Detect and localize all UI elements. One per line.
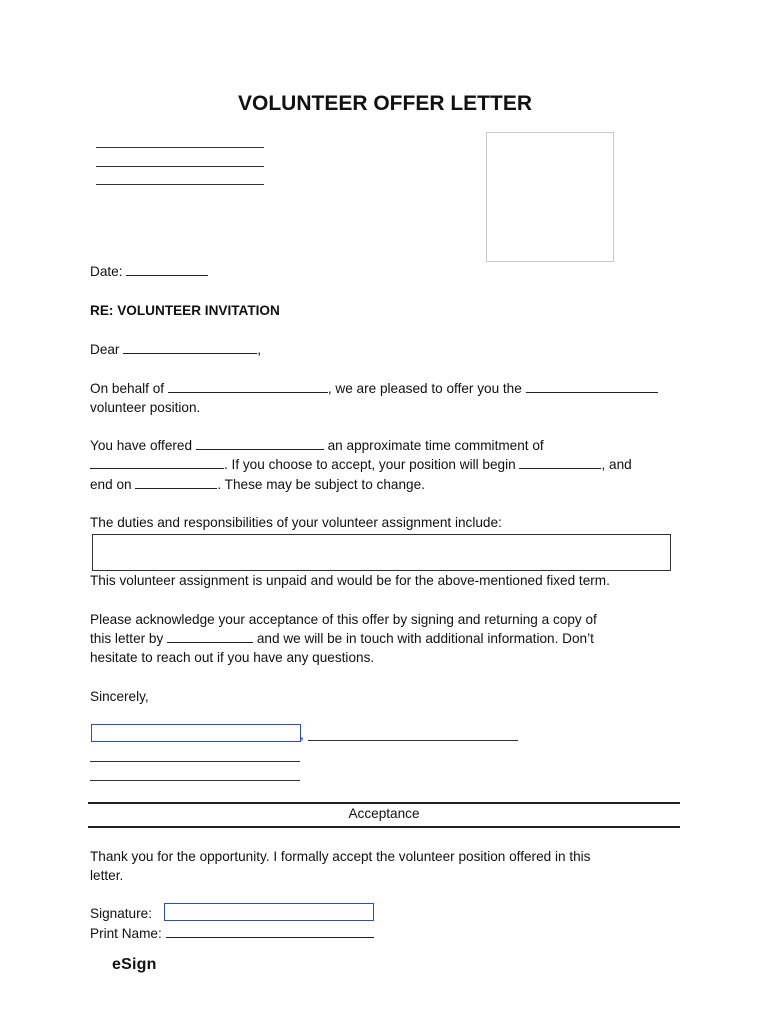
recipient-name-blank[interactable] bbox=[123, 341, 257, 354]
paragraph-offer-line-1 bbox=[90, 379, 658, 399]
p1-text-a: On behalf of bbox=[90, 381, 165, 396]
p2-text-e: end on bbox=[90, 477, 132, 492]
time-commitment-blank[interactable] bbox=[90, 456, 224, 469]
print-name-blank[interactable] bbox=[166, 925, 374, 938]
offered-blank[interactable] bbox=[196, 437, 324, 450]
print-name-label: Print Name: bbox=[90, 926, 162, 941]
duties-intro: The duties and responsibilities of your volunteer assignment include: bbox=[90, 515, 502, 530]
esign-logo bbox=[112, 956, 157, 974]
sender-org-line[interactable] bbox=[90, 780, 300, 781]
unpaid-statement: This volunteer assignment is unpaid and would be for the above-mentioned fixed term. bbox=[90, 573, 610, 588]
paragraph-time-line-2 bbox=[90, 455, 632, 475]
sender-address-line-1[interactable] bbox=[96, 147, 264, 148]
start-date-blank[interactable] bbox=[519, 456, 601, 469]
sender-address-line-2[interactable] bbox=[96, 166, 264, 167]
signature-comma: , bbox=[300, 727, 304, 742]
re-line: RE: VOLUNTEER INVITATION bbox=[90, 303, 280, 318]
paragraph-time-line-3 bbox=[90, 475, 425, 495]
acceptance-top-rule bbox=[88, 802, 680, 804]
position-blank[interactable] bbox=[526, 380, 658, 393]
reply-by-date-blank[interactable] bbox=[167, 630, 253, 643]
sender-signature-field[interactable] bbox=[91, 724, 301, 742]
sender-address-line-3[interactable] bbox=[96, 184, 264, 185]
duties-input-box[interactable] bbox=[92, 534, 671, 571]
p2-text-f: . These may be subject to change. bbox=[217, 477, 425, 492]
dear-label: Dear bbox=[90, 342, 120, 357]
acknowledge-line-2 bbox=[90, 629, 594, 649]
signature-label: Signature: bbox=[90, 906, 152, 921]
sender-name-line[interactable] bbox=[90, 761, 300, 762]
ack-text-a: this letter by bbox=[90, 631, 164, 646]
organization-blank[interactable] bbox=[168, 380, 328, 393]
date-label: Date: bbox=[90, 264, 123, 279]
p2-text-b: an approximate time commitment of bbox=[327, 438, 544, 453]
salutation: Dear , bbox=[90, 342, 262, 357]
date-line bbox=[90, 262, 208, 282]
esign-brand-text: eSign bbox=[112, 956, 157, 973]
p2-text-a: You have offered bbox=[90, 438, 193, 453]
logo-placeholder-box[interactable] bbox=[486, 132, 614, 262]
acknowledge-line-3: hesitate to reach out if you have any questions. bbox=[90, 650, 375, 665]
acceptance-bottom-rule bbox=[88, 826, 680, 828]
ack-text-b: and we will be in touch with additional information. Don’t bbox=[256, 631, 594, 646]
end-date-blank[interactable] bbox=[135, 476, 217, 489]
acceptance-line-1: Thank you for the opportunity. I formally accept the volunteer position offered in this bbox=[90, 849, 591, 864]
print-name-line bbox=[90, 924, 374, 944]
p1-text-b: , we are pleased to offer you the bbox=[327, 381, 522, 396]
p2-text-d: , and bbox=[601, 457, 632, 472]
sender-title-line[interactable] bbox=[308, 740, 518, 741]
p2-text-c: . If you choose to accept, your position will begin bbox=[224, 457, 516, 472]
recipient-signature-field[interactable] bbox=[164, 903, 374, 921]
date-blank[interactable] bbox=[126, 263, 208, 276]
document-title: VOLUNTEER OFFER LETTER bbox=[238, 92, 532, 115]
acknowledge-line-1: Please acknowledge your acceptance of this offer by signing and returning a copy of bbox=[90, 612, 597, 627]
paragraph-time-line-1 bbox=[90, 436, 544, 456]
acceptance-heading: Acceptance bbox=[348, 806, 420, 821]
closing-sincerely: Sincerely, bbox=[90, 689, 149, 704]
acceptance-line-2: letter. bbox=[90, 868, 124, 883]
paragraph-offer-line-2: volunteer position. bbox=[90, 400, 201, 415]
